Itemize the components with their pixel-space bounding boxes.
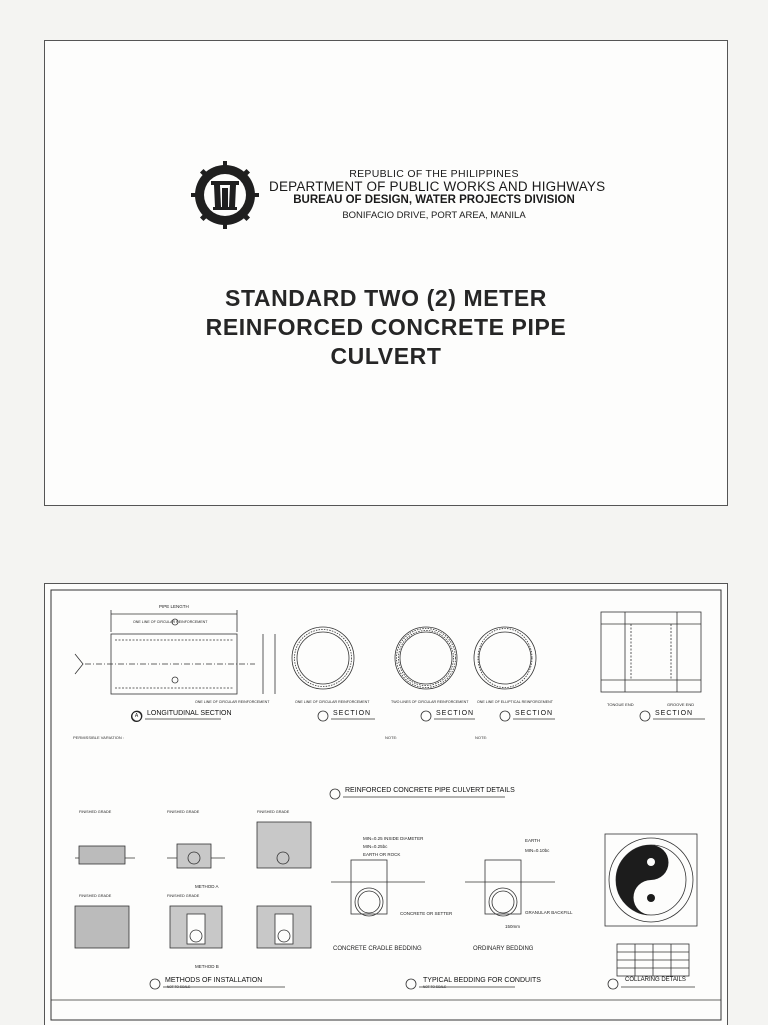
bedding-drawings [331,860,555,916]
permissible-variation-heading: PERMISSIBLE VARIATION : [73,735,124,740]
methods-title: METHODS OF INSTALLATION [165,977,263,984]
details-title: REINFORCED CONCRETE PIPE CULVERT DETAILS [345,787,515,794]
min-010-label: MIN=0.10bc [525,848,550,853]
department-line: DEPARTMENT OF PUBLIC WORKS AND HIGHWAYS [269,179,606,194]
one-line-reinf-label-bottom: ONE LINE OF CIRCULAR REINFORCEMENT [195,700,270,704]
address-line: BONIFACIO DRIVE, PORT AREA, MANILA [342,210,526,221]
installation-panels [75,822,311,948]
concrete-or-setter-label: CONCRETE OR SETTER [400,911,453,916]
finished-grade-3: FINISHED GRADE [257,810,290,814]
dpwh-seal-icon [191,161,259,229]
groove-end-label: GROOVE END [667,702,695,707]
finished-grade-5: FINISHED GRADE [167,894,200,898]
drawing-sheet [44,583,728,1025]
collaring-title: COLLARING DETAILS [625,977,686,983]
bedding-title: TYPICAL BEDDING FOR CONDUITS [423,977,541,984]
tongue-end-label: TONGUE END [607,702,634,707]
section-c-title: SECTION [515,710,554,717]
earth-label: EARTH [525,838,541,843]
min-025-label: MIN=0.25bc [363,844,388,849]
title-line-2: REINFORCED CONCRETE PIPE [205,314,567,340]
methods-scale: NOT TO SCALE [167,985,191,989]
title-line-3: CULVERT [330,343,442,369]
one-line-reinf-label-top: ONE LINE OF CIRCULAR REINFORCEMENT [133,620,208,624]
section-c-reinf-label: ONE LINE OF ELLIPTICAL REINFORCEMENT [477,700,553,704]
cover-sheet [44,40,728,506]
note-heading-1: NOTE: [385,735,398,740]
longitudinal-section-title: LONGITUDINAL SECTION [147,710,232,717]
method-b-label: METHOD B [195,964,219,969]
method-a-label: METHOD A [195,884,219,889]
finished-grade-4: FINISHED GRADE [79,894,112,898]
earth-or-rock-label: EARTH OR ROCK [363,852,401,857]
granular-backfill-label: GRANULAR BACKFILL [525,910,573,915]
note-heading-2: NOTE: [475,735,488,740]
section-a-title: SECTION [333,710,372,717]
section-a-mark: A [131,711,142,722]
section-a-reinf-label: ONE LINE OF CIRCULAR REINFORCEMENT [295,700,370,704]
section-b-reinf-label: TWO LINES OF CIRCULAR REINFORCEMENT [391,700,469,704]
pipe-length-label: PIPE LENGTH [159,604,189,609]
bedding-scale: NOT TO SCALE [423,985,447,989]
ordinary-bedding-caption: ORDINARY BEDDING [473,946,534,952]
cradle-bedding-caption: CONCRETE CRADLE BEDDING [333,946,422,952]
republic-line: REPUBLIC OF THE PHILIPPINES [349,168,519,180]
section-c-drawing [474,627,536,689]
dim-150-label: 150mm [505,924,521,929]
section-a-drawing [292,627,354,689]
section-b-drawing [395,627,457,689]
bureau-line: BUREAU OF DESIGN, WATER PROJECTS DIVISION [293,194,575,206]
title-line-1: STANDARD TWO (2) METER [225,285,547,311]
section-tongue-title: SECTION [655,710,694,717]
finished-grade-1: FINISHED GRADE [79,810,112,814]
section-b-title: SECTION [436,710,475,717]
finished-grade-2: FINISHED GRADE [167,810,200,814]
drawing-linework [45,584,727,1025]
min-inside-diameter-label: MIN=0.25 INSIDE DIAMETER [363,836,424,841]
tongue-groove-section-drawing [601,612,701,692]
